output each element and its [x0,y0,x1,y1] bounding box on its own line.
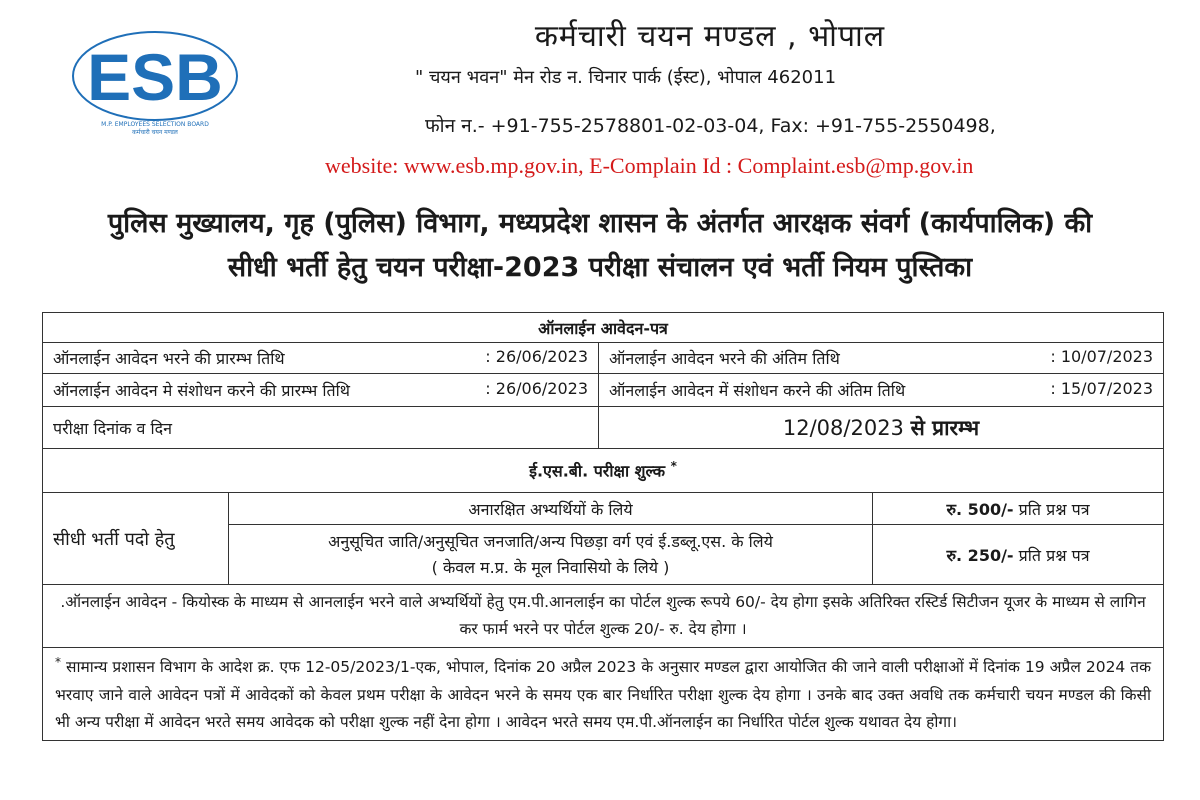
fee-title-cell [43,449,1164,493]
fee-category-reserved-note: ( केवल म.प्र. के मूल निवासियो के लिये ) [431,557,670,577]
edit-end-cell [599,374,1164,407]
board-title: कर्मचारी चयन मण्डल , भोपाल [534,19,886,54]
exam-date-suffix: से प्रारम्भ [910,415,980,440]
fee-category-general: अनारक्षित अभ्यर्थियों के लिये [229,493,873,525]
fee-title: ई.एस.बी. परीक्षा शुल्क [529,461,666,481]
edit-end-value: : 15/07/2023 [1050,379,1154,398]
portal-fee-note: .ऑनलाईन आवेदन - कियोस्क के माध्यम से आनलाईन भरने वाले अभ्यर्थियों हेतु एम.पी.आनलाईन का पोर्टल शुल्क रूपये 60/- देय होगा इसके अतिरिक्त रस्टिर्ड सिटीजन यूजर के माध्यम से लागिन कर फार्म भरने पर पोर्टल शुल्क 20/- रु. देय होगा । [43,585,1164,648]
fee-amount-reserved: रु. 250/- [946,545,1014,565]
table-row [43,374,1164,407]
end-date-value: : 10/07/2023 [1050,347,1154,366]
table-row [43,343,1164,374]
edit-start-label: ऑनलाईन आवेदन मे संशोधन करने की प्रारम्भ तिथि [53,381,350,400]
edit-end-label: ऑनलाईन आवेदन में संशोधन करने की अंतिम तिथि [609,381,906,400]
table-row [43,648,1164,741]
table-row [43,585,1164,648]
fee-amount-general: रु. 500/- [946,499,1014,519]
end-date-cell [599,343,1164,374]
edit-start-value: : 26/06/2023 [485,379,588,398]
start-date-value: : 26/06/2023 [485,347,588,366]
fee-amount-reserved-cell [873,525,1164,585]
start-date-label: ऑनलाईन आवेदन भरने की प्रारम्भ तिथि [53,349,285,368]
order-note: सामान्य प्रशासन विभाग के आदेश क्र. एफ 12-05/2023/1-एक, भोपाल, दिनांक 20 अप्रैल 2023 के अनुसार मण्डल द्वारा आयोजित की जाने वाली परीक्षाओं में दिनांक 19 अप्रैल 2024 तक भरवाए जाने वाले आवेदन पत्रों में आवेदकों को केवल प्रथम परीक्षा के आवेदन भरने के समय एक बार निर्धारित परीक्षा शुल्क देय होगा । उनके बाद उक्त अवधि तक कर्मचारी चयन मण्डल की किसी भी अन्य परीक्षा में आवेदन भरते समय आवेदक को परीक्षा शुल्क नहीं देना होगा । आवेदन भरते समय एम.पी.ऑनलाईन का निर्धारित पोर्टल शुल्क यथावत देय होगा। [55,658,1152,731]
edit-start-cell [43,374,599,407]
logo-subtext-hindi: कर्मचारी चयन मण्डल [132,129,178,136]
exam-date-value: 12/08/2023 [782,415,904,440]
exam-date-cell [599,407,1164,449]
fee-group-label: सीधी भर्ती पदो हेतु [43,493,229,585]
fee-unit-general: प्रति प्रश्न पत्र [1018,499,1090,519]
fee-title-star: * [670,459,677,474]
board-website: website: www.esb.mp.gov.in, E-Complain Id : Complaint.esb@mp.gov.in [325,153,974,178]
section-title: ऑनलाईन आवेदन-पत्र [43,313,1164,343]
order-note-cell [43,648,1164,741]
fee-unit-reserved: प्रति प्रश्न पत्र [1018,545,1090,565]
fee-category-reserved-cell [229,525,873,585]
end-date-label: ऑनलाईन आवेदन भरने की अंतिम तिथि [609,349,840,368]
logo-text: ESB [87,40,223,114]
start-date-cell [43,343,599,374]
table-row [43,493,1164,525]
fee-amount-general-cell [873,493,1164,525]
table-row [43,449,1164,493]
fee-category-reserved: अनुसूचित जाति/अनुसूचित जनजाति/अन्य पिछड़ा वर्ग एवं ई.डब्लू.एस. के लिये [328,531,773,551]
logo-subtext: M.P. EMPLOYEES SELECTION BOARD [101,121,209,128]
exam-date-label: परीक्षा दिनांक व दिन [43,407,599,449]
board-address: " चयन भवन" मेन रोड न. चिनार पार्क (ईस्ट), भोपाल 462011 [415,67,837,88]
board-phone: फोन न.- +91-755-2578801-02-03-04, Fax: +91-755-2550498, [425,115,996,137]
order-note-star: * [55,655,61,670]
document-title-line1: पुलिस मुख्यालय, गृह (पुलिस) विभाग, मध्यप्रदेश शासन के अंतर्गत आरक्षक संवर्ग (कार्यपालिक) की [107,208,1093,239]
document-title-line2: सीधी भर्ती हेतु चयन परीक्षा-2023 परीक्षा संचालन एवं भर्ती नियम पुस्तिका [227,252,973,283]
application-info-table [42,312,1164,741]
table-row [43,407,1164,449]
